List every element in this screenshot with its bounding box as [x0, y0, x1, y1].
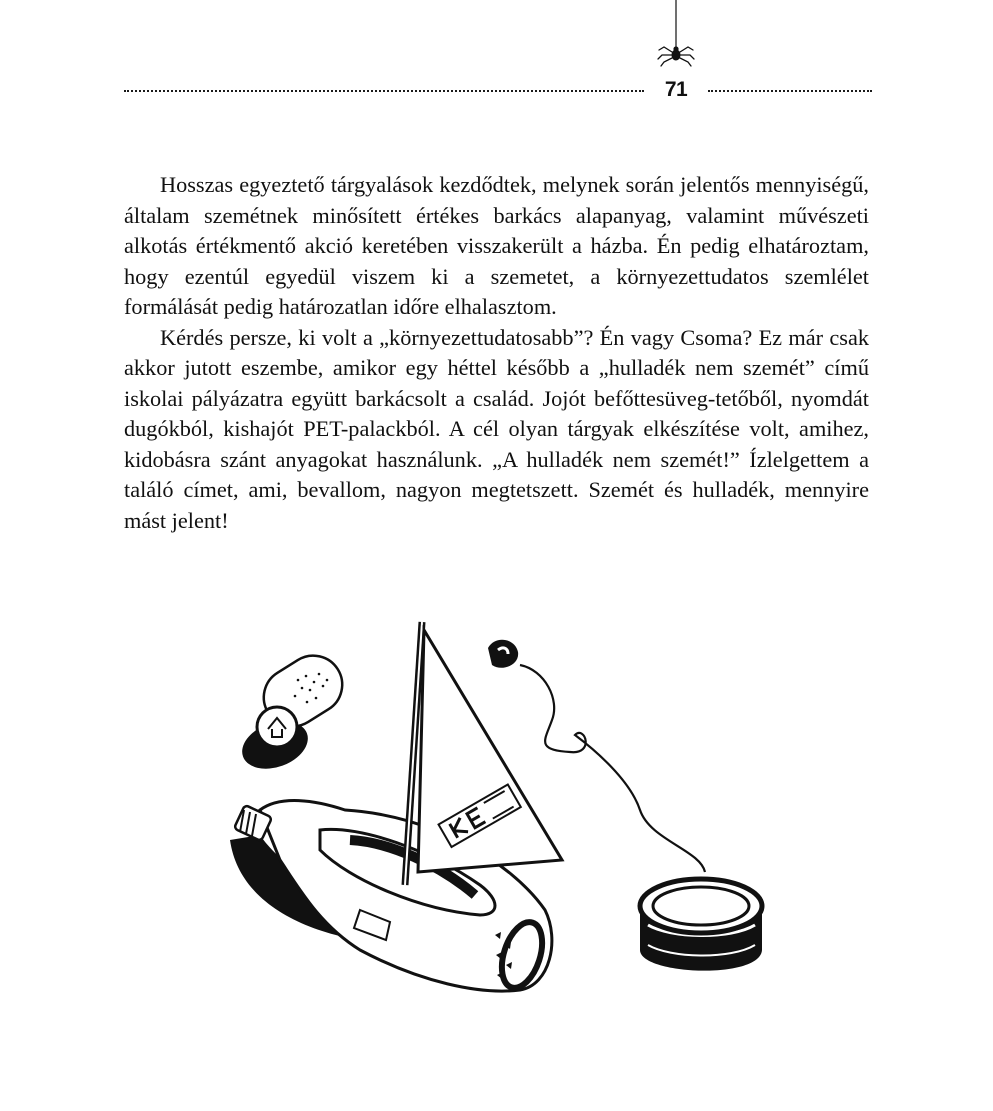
jar-lid-yoyo-icon: [640, 879, 762, 971]
paragraph-2: Kérdés persze, ki volt a „környezettudatosabb”? Én vagy Csoma? Ez már csak akkor jutott eszembe, amikor egy héttel később a „hulladék nem szemét” című iskolai pályázatra együtt barkácsolt a család. Jojót befőttesüveg-tetőből, nyomdát dugókból, kishajót PET-palackból. A cél olyan tárgyak elkészítése volt, amihez, kidobásra szánt anyagokat használunk. „A hulladék nem szemét!” Ízlelgettem a találó címet, ami, bevallom, nagyon megtetszett. Szemét és hulladék, mennyire mást jelent!: [124, 324, 869, 533]
paragraph-1: Hosszas egyeztető tárgyalások kezdődtek, melynek során jelentős mennyiségű, általam szemétnek minősített értékes barkács alapanyag, valamint művészeti alkotás értékmentő akció keretében visszakerült a házba. Én pedig elhatároztam, hogy ezentúl egyedül viszem ki a szemetet, a környezettudatos szemlélet formálását pedig határozatlan időre elhalasztom.: [124, 172, 869, 319]
page-number: 71: [664, 78, 688, 101]
page-header: [0, 0, 993, 120]
header-rule-left: [124, 90, 644, 92]
hanging-spider-icon: [650, 0, 702, 76]
recycled-toys-illustration: [200, 610, 800, 1010]
sail-icon: [405, 622, 562, 885]
body-text: [124, 170, 869, 536]
header-rule-right: [708, 90, 872, 92]
cork-stamp-icon: [236, 645, 354, 778]
